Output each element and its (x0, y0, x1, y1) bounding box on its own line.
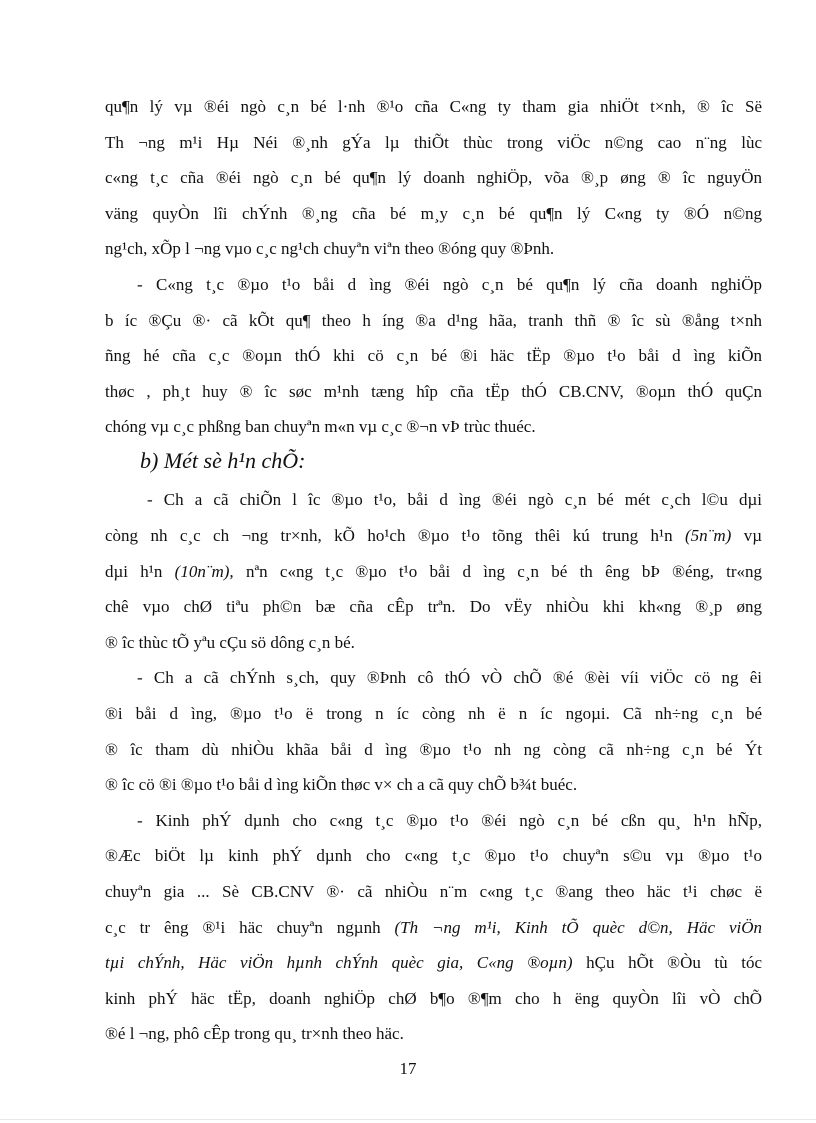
body-text-line: c«ng t¸c cña ®éi ngò c¸n bé qu¶n lý doanh nghiÖp, võa ®¸p øng ® îc nguyÖn (105, 168, 762, 187)
body-text-line: c¸c tr êng ®¹i häc chuyªn ngµnh (Th ¬ng m¹i, Kinh tÕ quèc d©n, Häc viÖn (105, 918, 762, 937)
body-text-line: chóng vµ c¸c phßng ban chuyªn m«n vµ c¸c ®¬n vÞ trùc thuéc. (105, 417, 536, 436)
body-text-line: chuyªn gia ... Sè CB.CNV ®· cã nhiÒu n¨m c«ng t¸c ®ang theo häc t¹i chøc ë (105, 882, 762, 901)
body-text-line: còng nh c¸c ch ¬ng tr×nh, kÕ ho¹ch ®µo t¹o tõng thêi kú trung h¹n (5n¨m) vµ (105, 526, 762, 545)
italic-text: (5n¨m) (685, 526, 732, 545)
body-text-line: - Ch a cã chiÕn l îc ®µo t¹o, båi d ìng ®éi ngò c¸n bé mét c¸ch l©u dµi (147, 490, 762, 509)
italic-text: (10n¨m), (174, 562, 234, 581)
body-text-line: thøc , ph¸t huy ® îc søc m¹nh tæng hîp cña tËp thÓ CB.CNV, ®oµn thÓ quÇn (105, 382, 762, 401)
page-number: 17 (399, 1059, 417, 1078)
section-heading: b) Mét sè h¹n chÕ: (140, 448, 306, 473)
body-text-line: ® îc tham dù nhiÒu khãa båi d ìng ®µo t¹o nh ng còng cã nh÷ng c¸n bé Ýt (105, 740, 762, 759)
body-text-line: chê vµo chØ tiªu ph©n bæ cña cÊp trªn. Do vËy nhiÒu khi kh«ng ®¸p øng (105, 597, 762, 616)
body-text-line: dµi h¹n (10n¨m), nªn c«ng t¸c ®µo t¹o båi d ìng c¸n bé th êng bÞ ®éng, tr«ng (105, 562, 762, 581)
italic-text: (Th ¬ng m¹i, Kinh tÕ quèc d©n, Häc viÖn (394, 918, 762, 937)
body-text-line: ® îc cö ®i ®µo t¹o båi d ìng kiÕn thøc v× ch a cã quy chÕ b¾t buéc. (105, 775, 578, 794)
body-text-line: ®é l ¬ng, phô cÊp trong qu¸ tr×nh theo häc. (105, 1024, 404, 1043)
body-text-line: - C«ng t¸c ®µo t¹o båi d ìng ®éi ngò c¸n bé qu¶n lý cña doanh nghiÖp (137, 275, 762, 294)
body-text-line: Th ¬ng m¹i Hµ Néi ®¸nh gÝa lµ thiÕt thùc trong viÖc n©ng cao n¨ng lùc (105, 133, 762, 152)
body-text-line: ñng hé cña c¸c ®oµn thÓ khi cö c¸n bé ®i häc tËp ®µo t¹o båi d ìng kiÕn (105, 346, 762, 365)
body-text-line: ® îc thùc tÕ yªu cÇu sö dông c¸n bé. (105, 633, 355, 652)
body-text-line: ®i båi d ìng, ®µo t¹o ë trong n íc còng nh ë n íc ngoµi. Cã nh÷ng c¸n bé (105, 704, 762, 723)
body-text-line: ng¹ch, xÕp l ¬ng vµo c¸c ng¹ch chuyªn viªn theo ®óng quy ®Þnh. (105, 239, 555, 258)
body-text-line: b íc ®Çu ®· cã kÕt qu¶ theo h íng ®a d¹ng hãa, tranh thñ ® îc sù ®ång t×nh (105, 311, 762, 330)
body-text-line: - Kinh phÝ dµnh cho c«ng t¸c ®µo t¹o ®éi ngò c¸n bé cßn qu¸ h¹n hÑp, (137, 811, 762, 830)
page-bottom-rule (0, 1119, 816, 1120)
body-text-line: kinh phÝ häc tËp, doanh nghiÖp chØ b¶o ®¶m cho h ëng quyÒn lîi vÒ chÕ (105, 989, 762, 1008)
body-text-line: - Ch a cã chÝnh s¸ch, quy ®Þnh cô thÓ vÒ chÕ ®é ®èi víi viÖc cö ng êi (137, 668, 762, 687)
body-text-line: ®Æc biÖt lµ kinh phÝ dµnh cho c«ng t¸c ®µo t¹o chuyªn s©u vµ ®µo t¹o (105, 846, 762, 865)
italic-text: tµi chÝnh, Häc viÖn hµnh chÝnh quèc gia, C«ng ®oµn) (105, 953, 573, 972)
body-text-line: tµi chÝnh, Häc viÖn hµnh chÝnh quèc gia, C«ng ®oµn) hÇu hÕt ®Òu tù tóc (105, 953, 762, 972)
body-text-line: väng quyÒn lîi chÝnh ®¸ng cña bé m¸y c¸n bé qu¶n lý C«ng ty ®Ó n©ng (105, 204, 762, 223)
body-text-line: qu¶n lý vµ ®éi ngò c¸n bé l·nh ®¹o cña C«ng ty tham gia nhiÖt t×nh, ® îc Së (105, 97, 762, 116)
